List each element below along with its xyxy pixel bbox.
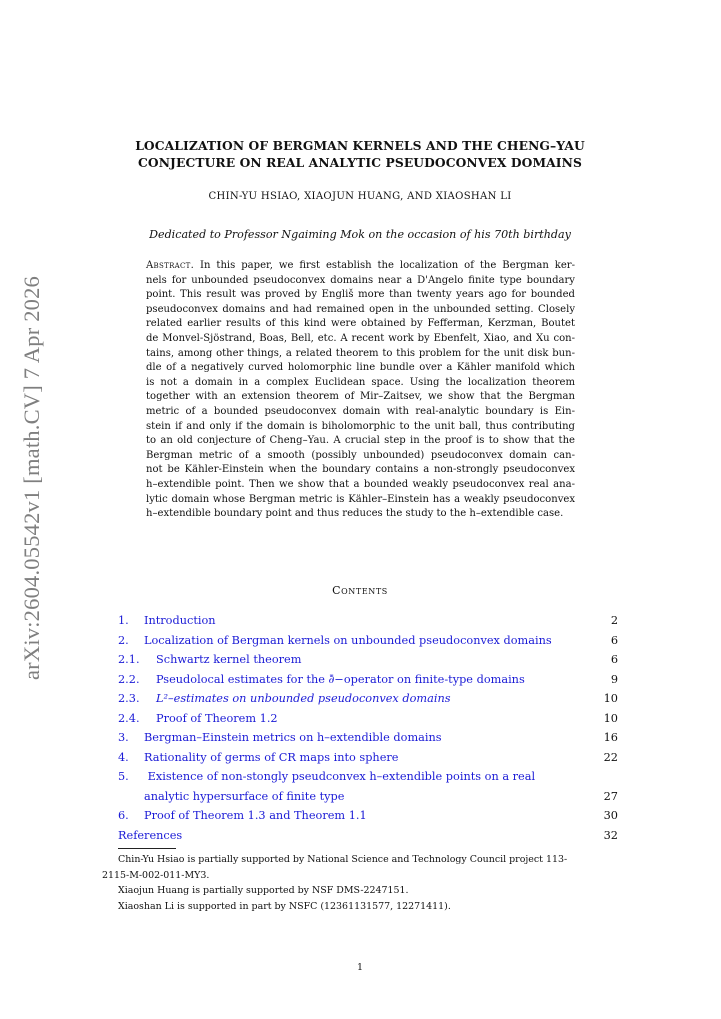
toc-page-number: 9 [610, 672, 618, 686]
toc-page-number: 6 [610, 633, 618, 647]
toc-entry-existence-continued[interactable] [118, 787, 618, 807]
toc-link[interactable]: 4. Rationality of germs of CR maps into sphere [118, 750, 399, 764]
toc-link[interactable]: 2.1. Schwartz kernel theorem [118, 653, 302, 666]
abstract-line: not be Kähler-Einstein when the boundary contains a non-strongly pseudoconvex [146, 464, 575, 476]
toc-link[interactable]: 2. Localization of Bergman kernels on unbounded pseudoconvex domains [118, 633, 552, 647]
toc-link[interactable]: 5. Existence of non-stongly pseudconvex h–extendible points on a real [118, 770, 536, 783]
footnote-li: Xiaoshan Li is supported in part by NSFC (12361131577, 12271411). [118, 900, 451, 912]
toc-link[interactable]: 3. Bergman–Einstein metrics on h–extendible domains [118, 731, 442, 744]
abstract-line: to an old conjecture of Cheng–Yau. A crucial step in the proof is to show that the [146, 435, 575, 447]
footnotes [102, 852, 618, 914]
footnote-rule [118, 848, 176, 849]
abstract [146, 259, 575, 522]
toc-page-number: 30 [603, 809, 618, 822]
toc-page-number: 6 [610, 653, 618, 666]
footnote-huang: Xiaojun Huang is partially supported by NSF DMS-2247151. [118, 885, 409, 896]
abstract-line: de Monvel-Sjöstrand, Boas, Bell, etc. A recent work by Ebenfelt, Xiao, and Xu con- [146, 332, 575, 344]
toc-entry-proof-1-3[interactable] [118, 806, 618, 826]
abstract-line: nels for unbounded pseudoconvex domains near a D'Angelo finite type boundary [146, 274, 575, 286]
footnote-hsiao-continued: 2115-M-002-011-MY3. [102, 869, 210, 881]
toc-entry-introduction[interactable] [118, 611, 618, 631]
abstract-line: pseudoconvex domains and had remained open in the unbounded setting. Closely [146, 303, 575, 315]
abstract-line: is not a domain in a complex Euclidean space. Using the localization theorem [146, 376, 575, 388]
abstract-line: tains, among other things, a related theorem to this problem for the unit disk bun- [146, 347, 575, 359]
abstract-line: together with an extension theorem of Mir–Zaitsev, we show that the Bergman [146, 391, 575, 403]
toc-page-number: 22 [603, 750, 618, 764]
toc-entry-localization[interactable] [118, 631, 618, 651]
toc-page-number: 27 [603, 789, 618, 803]
paper-title [120, 137, 600, 171]
title-line-1: LOCALIZATION OF BERGMAN KERNELS AND THE CHENG–YAU [135, 138, 585, 153]
dedication: Dedicated to Professor Ngaiming Mok on the occasion of his 70th birthday [149, 228, 571, 241]
toc-entry-pseudolocal[interactable] [118, 670, 618, 690]
toc-entry-bergman-einstein[interactable] [118, 728, 618, 748]
toc-link[interactable]: 2.4. Proof of Theorem 1.2 [118, 711, 278, 725]
author-list: CHIN-YU HSIAO, XIAOJUN HUANG, AND XIAOSHAN LI [208, 191, 512, 202]
toc-page-number: 10 [603, 711, 618, 725]
abstract-line: h–extendible boundary point and thus reduces the study to the h–extendible case. [146, 508, 564, 520]
abstract-line: point. This result was proved by Engliš more than twenty years ago for bounded [146, 289, 575, 301]
toc-link[interactable]: analytic hypersurface of finite type [144, 789, 345, 803]
toc-page-number: 16 [603, 731, 618, 744]
arxiv-identifier: arXiv:2604.05542v1 [math.CV] 7 Apr 2026 [19, 275, 44, 680]
toc-entry-schwartz[interactable] [118, 650, 618, 670]
abstract-line: Bergman metric of a smooth (possibly unbounded) pseudoconvex domain can- [146, 449, 575, 461]
toc-link[interactable]: 6. Proof of Theorem 1.3 and Theorem 1.1 [118, 809, 367, 822]
abstract-heading: Abstract. [146, 260, 195, 271]
abstract-line: stein if and only if the domain is biholomorphic to the unit ball, thus contributing [146, 420, 575, 432]
toc-link[interactable]: 2.3. L²–estimates on unbounded pseudoconvex domains [118, 692, 451, 705]
contents-heading: Contents [332, 584, 388, 597]
toc-entry-l2-estimates[interactable] [118, 689, 618, 709]
footnote-hsiao: Chin-Yu Hsiao is partially supported by National Science and Technology Council project 113- [118, 854, 568, 865]
toc-page-number: 2 [610, 614, 618, 627]
toc-entry-references[interactable] [118, 826, 618, 846]
abstract-line: Abstract. In this paper, we first establish the localization of the Bergman ker- [146, 260, 575, 271]
toc-link[interactable]: References [118, 828, 183, 842]
toc-page-number: 32 [603, 828, 618, 842]
toc-link[interactable]: 1. Introduction [118, 614, 216, 627]
abstract-line: related earlier results of this kind were obtained by Fefferman, Kerzman, Boutet [146, 318, 575, 330]
toc-entry-rationality[interactable] [118, 748, 618, 768]
title-line-2: CONJECTURE ON REAL ANALYTIC PSEUDOCONVEX DOMAINS [138, 155, 582, 170]
abstract-line: metric of a bounded pseudoconvex domain with real-analytic boundary is Ein- [146, 405, 575, 417]
page-number: 1 [356, 962, 364, 973]
toc-page-number: 10 [603, 692, 618, 705]
abstract-line: h–extendible point. Then we show that a bounded weakly pseudoconvex real ana- [146, 478, 575, 490]
abstract-line: dle of a negatively curved holomorphic line bundle over a Kähler manifold which [146, 362, 575, 374]
toc-entry-proof-1-2[interactable] [118, 709, 618, 729]
abstract-line: lytic domain whose Bergman metric is Kähler–Einstein has a weakly pseudoconvex [146, 493, 575, 505]
toc-entry-existence[interactable] [118, 767, 618, 787]
toc-link[interactable]: 2.2. Pseudolocal estimates for the ∂̄−operator on finite-type domains [118, 672, 525, 686]
